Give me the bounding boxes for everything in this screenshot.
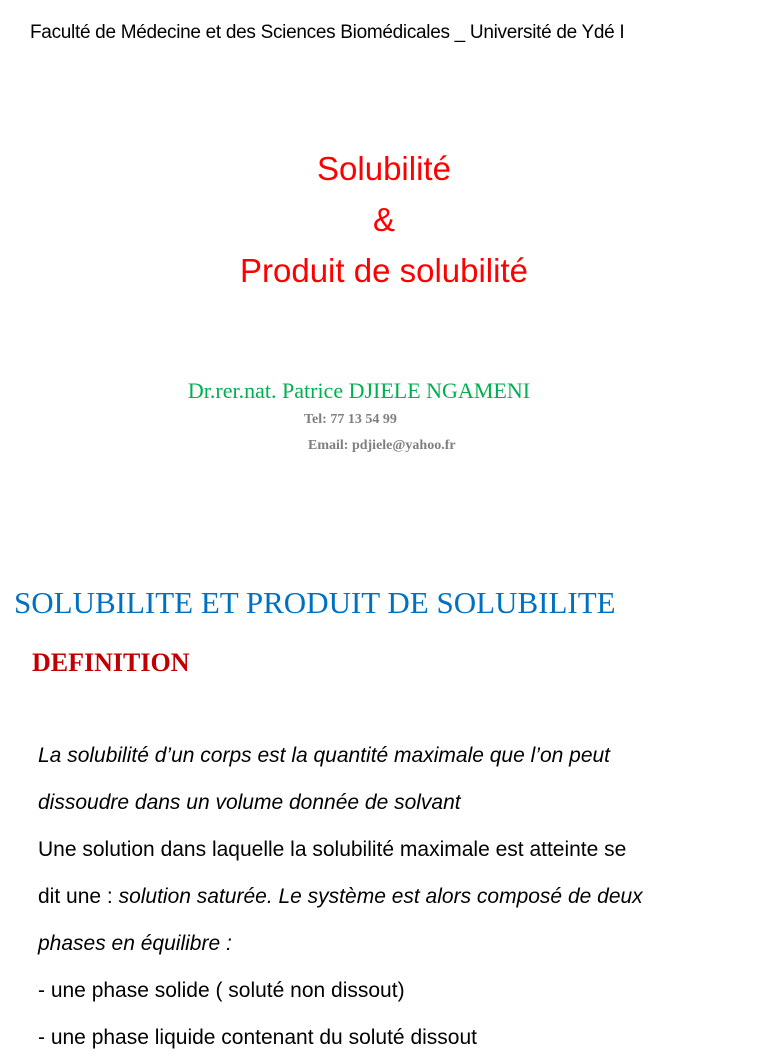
body-line-2: dissoudre dans un volume donnée de solvant bbox=[38, 791, 461, 814]
section-title: SOLUBILITE ET PRODUIT DE SOLUBILITE bbox=[14, 585, 616, 620]
title-line-ampersand: & bbox=[372, 201, 395, 238]
body-line-4-normal: dit une : bbox=[38, 885, 119, 908]
body-line-1: La solubilité d’un corps est la quantité maximale que l’on peut bbox=[38, 744, 611, 767]
body-line-3: Une solution dans laquelle la solubilité maximale est atteinte se bbox=[38, 838, 627, 861]
definition-body bbox=[38, 732, 738, 1061]
author-email: Email: pdjiele@yahoo.fr bbox=[308, 438, 456, 453]
institution-header: Faculté de Médecine et des Sciences Biomédicales _ Université de Ydé I bbox=[30, 22, 625, 43]
body-line-4 bbox=[38, 873, 738, 920]
definition-heading: DEFINITION bbox=[32, 648, 190, 677]
body-line-5: phases en équilibre : bbox=[38, 932, 232, 955]
body-line-6: - une phase solide ( soluté non dissout) bbox=[38, 979, 405, 1002]
author-tel: Tel: 77 13 54 99 bbox=[304, 412, 397, 427]
author-name: Dr.rer.nat. Patrice DJIELE NGAMENI bbox=[187, 378, 531, 403]
title-line-produit: Produit de solubilité bbox=[239, 252, 528, 289]
body-line-7: - une phase liquide contenant du soluté dissout bbox=[38, 1026, 477, 1049]
title-line-solubilite: Solubilité bbox=[317, 150, 451, 187]
body-line-4-italic: solution saturée. Le système est alors composé de deux bbox=[118, 885, 643, 908]
document-title bbox=[0, 143, 768, 296]
